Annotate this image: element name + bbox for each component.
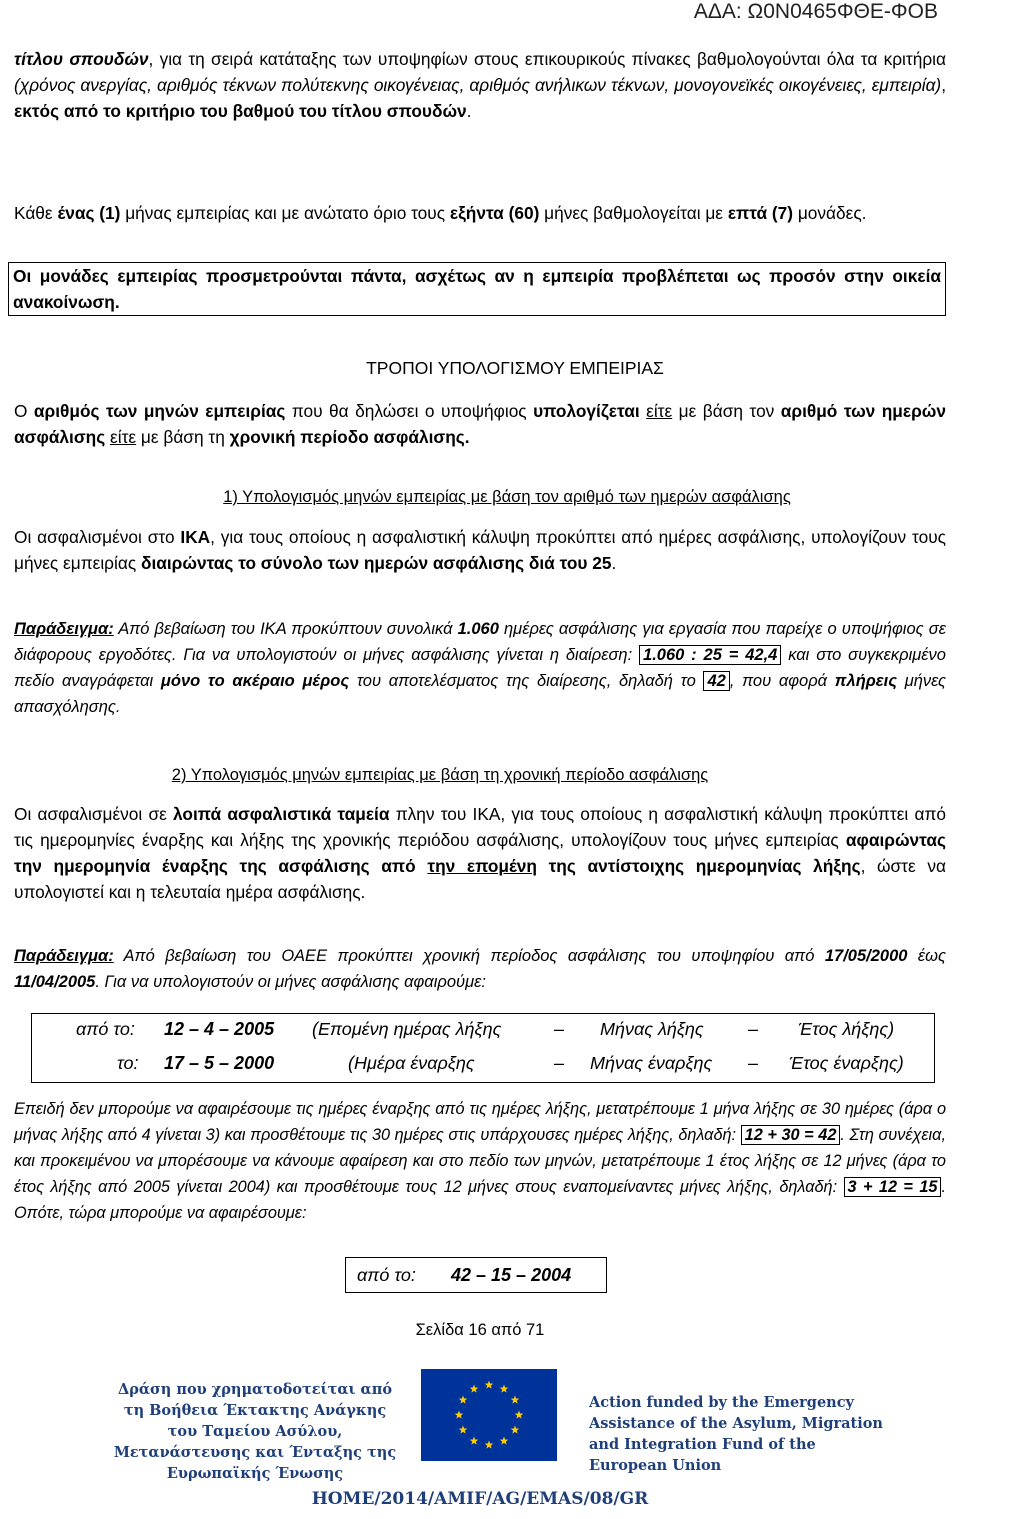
star-icon	[459, 1426, 468, 1434]
star-icon	[515, 1411, 524, 1419]
star-icon	[470, 1436, 479, 1444]
subheading-insurance-days: 1) Υπολογισμός μηνών εμπειρίας με βάση τον αριθμό των ημερών ασφάλισης	[223, 488, 791, 506]
paragraph-ika: Οι ασφαλισμένοι στο ΙΚΑ, για τους οποίους η ασφαλιστική κάλυψη προκύπτει από ημέρες ασφάλισης, υπολογίζουν τους μήνες εμπειρίας διαιρώντας το σύνολο των ημερών ασφάλισης διά του 25.	[14, 527, 946, 573]
paragraph-criteria: τίτλου σπουδών, για τη σειρά κατάταξης των υποψηφίων στους επικουρικούς πίνακες βαθμολογούνται όλα τα κριτήρια (χρόνος ανεργίας, αριθμός τέκνων πολύτεκνης οικογένειας, αριθμός ανήλικων τέκνων, μονογονεϊκές οικογένειες, εμπειρία), εκτός από το κριτήριο του βαθμού του τίτλου σπουδών.	[14, 49, 946, 121]
date-subtraction-table	[31, 1013, 935, 1083]
paragraph-methods: Ο αριθμός των μηνών εμπειρίας που θα δηλώσει ο υποψήφιος υπολογίζεται είτε με βάση τον αριθμό των ημερών ασφάλισης είτε με βάση τη χρονική περίοδο ασφάλισης.	[14, 401, 946, 447]
table-row: από το: 12 – 4 – 2005 (Επομένη ημέρας λήξης – Μήνας λήξης – Έτος λήξης)	[76, 1019, 895, 1039]
paragraph-other-funds: Οι ασφαλισμένοι σε λοιπά ασφαλιστικά ταμεία πλην του ΙΚΑ, για τους οποίους η ασφαλιστική κάλυψη προκύπτει από τις ημερομηνίες έναρξης και λήξης της χρονικής περιόδου ασφάλισης, υπολογίζουν τους μήνες εμπειρίας αφαιρώντας την ημερομηνία έναρξης της ασφάλισης από την επομένη της αντίστοιχης ημερομηνίας λήξης, ώστε να υπολογιστεί και η τελευταία ημέρα ασφάλισης.	[14, 804, 946, 902]
example-ika: Παράδειγμα: Από βεβαίωση του ΙΚΑ προκύπτουν συνολικά 1.060 ημέρες ασφάλισης για εργασία που παρείχε ο υποψήφιος σε διάφορους εργοδότες. Για να υπολογιστούν οι μήνες ασφάλισης γίνεται η διαίρεση: 1.060 : 25 = 42,4 και στο συγκεκριμένο πεδίο αναγράφεται μόνο το ακέραιο μέρος του αποτελέσματος της διαίρεσης, δηλαδή το 42 , που αφορά πλήρεις μήνες απασχόλησης.	[14, 620, 947, 716]
star-icon	[511, 1426, 520, 1434]
calc-box-days: 12 + 30 = 42	[741, 1125, 841, 1145]
footer-text-greek: Δράση που χρηματοδοτείται από τη Βοήθεια Έκτακτης Ανάγκης του Ταμείου Ασύλου, Μετανάστευσης και Ένταξης της Ευρωπαϊκής Ένωσης	[113, 1381, 397, 1482]
highlight-box-note: Οι μονάδες εμπειρίας προσμετρούνται πάντα, ασχέτως αν η εμπειρία προβλέπεται ως προσόν στην οικεία ανακοίνωση.	[8, 262, 946, 316]
table-row: το: 17 – 5 – 2000 (Ημέρα έναρξης – Μήνας έναρξης – Έτος έναρξης)	[117, 1053, 904, 1073]
paragraph-explanation: Επειδή δεν μπορούμε να αφαιρέσουμε τις ημέρες έναρξης από τις ημέρες λήξης, μετατρέπουμε 1 μήνα λήξης σε 30 ημέρες (άρα ο μήνας λήξης από 4 γίνεται 3) και προσθέτουμε τις 30 ημέρες στις υπάρχουσες ημέρες λήξης, δηλαδή: 12 + 30 = 42 . Στη συνέχεια, και προκειμένου να μπορέσουμε να κάνουμε αφαίρεση και στο πεδίο των μηνών, μετατρέπουμε 1 έτος λήξης σε 12 μήνες (άρα το έτος λήξης από 2005 γίνεται 2004) και προσθέτουμε τους 12 μήνες στους εναπομείναντες μήνες λήξης, δηλαδή: 3 + 12 = 15 . Οπότε, τώρα μπορούμε να αφαιρέσουμε:	[14, 1100, 946, 1222]
star-icon	[485, 1441, 494, 1449]
ada-code: ΑΔΑ: Ω0Ν0465ΦΘΕ-ΦΟΒ	[693, 0, 938, 23]
result-box-final: από το: 42 – 15 – 2004	[345, 1257, 607, 1293]
star-icon	[485, 1381, 494, 1389]
result-box: 42	[703, 671, 729, 691]
star-icon	[500, 1436, 509, 1444]
example-oaee: Παράδειγμα: Από βεβαίωση του ΟΑΕΕ προκύπτει χρονική περίοδος ασφάλισης του υποψηφίου από 17/05/2000 έως 11/04/2005. Για να υπολογιστούν οι μήνες ασφάλισης αφαιρούμε:	[14, 947, 947, 991]
subheading-insurance-period: 2) Υπολογισμός μηνών εμπειρίας με βάση τη χρονική περίοδο ασφάλισης	[171, 766, 709, 784]
star-icon	[455, 1411, 464, 1419]
star-icon	[511, 1396, 520, 1404]
footer-text-english: Action funded by the Emergency Assistance of the Asylum, Migration and Integration Fund of the European Union	[589, 1394, 883, 1474]
paragraph-month-points: Κάθε ένας (1) μήνας εμπειρίας και με ανώτατο όριο τους εξήντα (60) μήνες βαθμολογείται με επτά (7) μονάδες.	[14, 203, 867, 223]
grant-number: HOME/2014/AMIF/AG/EMAS/08/GR	[311, 1489, 649, 1509]
star-icon	[500, 1385, 509, 1393]
star-icon	[470, 1385, 479, 1393]
eu-flag-icon	[421, 1369, 557, 1461]
calc-box: 1.060 : 25 = 42,4	[639, 645, 781, 665]
star-icon	[459, 1396, 468, 1404]
section-heading: ΤΡΟΠΟΙ ΥΠΟΛΟΓΙΣΜΟΥ ΕΜΠΕΙΡΙΑΣ	[366, 358, 664, 378]
calc-box-months: 3 + 12 = 15	[844, 1177, 942, 1197]
page-number: Σελίδα 16 από 71	[415, 1321, 545, 1339]
